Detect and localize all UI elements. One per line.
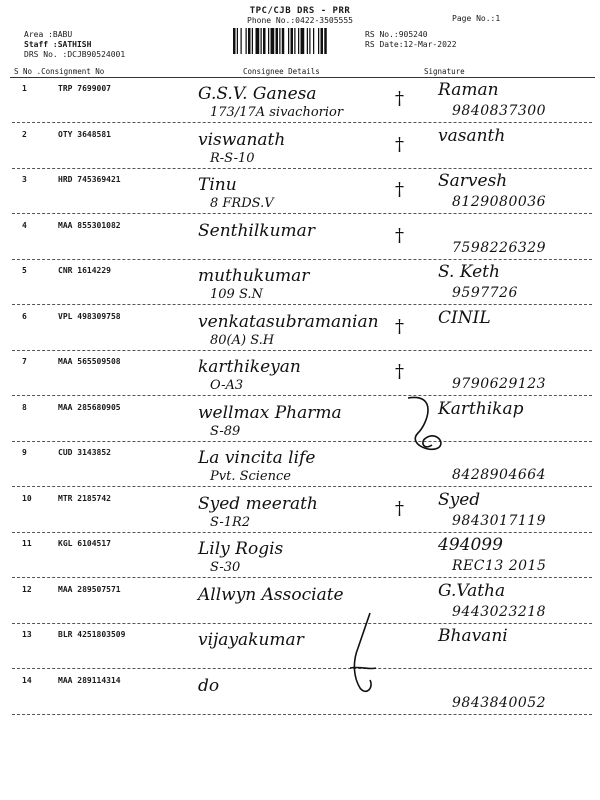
table-row: [0, 626, 600, 676]
handwritten-phone: 8129080036: [452, 194, 547, 210]
consignment-number: KGL 6104517: [58, 539, 111, 548]
column-header-consignee: Consignee Details: [243, 67, 320, 76]
handwritten-signature: Karthikap: [438, 398, 524, 419]
consignment-number: MAA 289507571: [58, 584, 121, 594]
header-divider: [10, 77, 595, 78]
table-row: [0, 171, 600, 221]
serial-number: 2: [22, 129, 27, 139]
row-divider: [12, 259, 592, 260]
row-divider: [12, 668, 592, 669]
handwritten-consignee-name: Senthilkumar: [198, 220, 315, 241]
serial-number: 9: [22, 448, 27, 457]
handwritten-consignee-name: venkatasubramanian: [198, 311, 379, 332]
handwritten-consignee-name: vijayakumar: [198, 630, 304, 650]
table-row: [0, 307, 600, 358]
serial-number: 11: [22, 539, 32, 548]
serial-number: 3: [22, 175, 27, 184]
row-divider: [12, 623, 592, 624]
column-header-signature: Signature: [424, 67, 465, 76]
consignment-number: MTR 2185742: [58, 493, 111, 503]
row-divider: [12, 304, 592, 305]
handwritten-address: S-1R2: [210, 514, 251, 530]
serial-number: 8: [22, 402, 27, 412]
serial-number: 6: [22, 311, 27, 321]
table-row: [0, 448, 600, 494]
handwritten-signature: vasanth: [438, 125, 506, 146]
handwritten-address: 8 FRDS.V: [210, 196, 274, 211]
handwritten-consignee-name: La vincita life: [198, 448, 316, 468]
consignment-number: TRP 7699007: [58, 84, 111, 93]
handwritten-consignee-name: karthikeyan: [198, 357, 301, 377]
check-mark-icon: †: [395, 497, 404, 519]
handwritten-phone: 9843017119: [452, 512, 547, 529]
table-row: [0, 262, 600, 312]
rs-number: RS No.:905240: [365, 30, 428, 39]
handwritten-address: 173/17A sivachorior: [210, 105, 344, 120]
document-title: TPC/CJB DRS - PRR: [249, 6, 351, 16]
row-divider: [12, 168, 592, 169]
serial-number: 4: [22, 220, 27, 230]
row-divider: [12, 486, 592, 487]
phone-number: Phone No.:0422-3505555: [247, 16, 353, 25]
handwritten-address: S-89: [210, 423, 241, 439]
consignment-number: VPL 498309758: [58, 311, 121, 321]
serial-number: 10: [22, 493, 32, 503]
check-mark-icon: †: [395, 133, 404, 155]
rs-date: RS Date:12-Mar-2022: [365, 40, 457, 49]
row-divider: [12, 532, 592, 533]
table-row: [0, 221, 600, 267]
handwritten-consignee-name: viswanath: [198, 129, 286, 150]
consignment-number: OTY 3648581: [58, 129, 111, 139]
table-row: [0, 80, 600, 130]
row-divider: [12, 395, 592, 396]
staff-label: Staff :SATHISH: [24, 40, 92, 49]
handwritten-signature: S. Keth: [438, 262, 500, 282]
consignment-number: CNR 1614229: [58, 266, 111, 275]
column-header-consignment: S No .Consignment No: [14, 67, 105, 76]
handwritten-consignee-name: Allwyn Associate: [198, 584, 344, 605]
handwritten-consignee-name: Tinu: [198, 175, 237, 195]
handwritten-consignee-name: G.S.V. Ganesa: [198, 84, 317, 104]
serial-number: 5: [22, 266, 27, 275]
handwritten-consignee-name: Syed meerath: [198, 493, 318, 514]
handwritten-consignee-name: wellmax Pharma: [198, 402, 342, 423]
handwritten-address: 109 S.N: [210, 287, 263, 302]
handwritten-signature: CINIL: [438, 307, 491, 328]
signature-scribble-icon: [398, 393, 448, 463]
handwritten-phone: 9843840052: [452, 694, 547, 711]
table-row: [0, 580, 600, 631]
table-row: [0, 535, 600, 585]
serial-number: 14: [22, 675, 32, 685]
handwritten-signature: G.Vatha: [438, 580, 506, 601]
handwritten-signature: Syed: [438, 489, 481, 510]
consignment-number: CUD 3143852: [58, 448, 111, 457]
row-divider: [12, 350, 592, 351]
check-mark-icon: †: [395, 224, 404, 246]
handwritten-signature: 494099: [438, 535, 503, 555]
check-mark-icon: †: [395, 179, 404, 200]
handwritten-address: S-30: [210, 560, 241, 575]
row-divider: [12, 714, 592, 715]
area-label: Area :BABU: [24, 30, 73, 39]
handwritten-address: O-A3: [210, 378, 244, 393]
table-row: [0, 125, 600, 176]
serial-number: 12: [22, 584, 32, 594]
handwritten-signature: Bhavani: [438, 626, 508, 646]
handwritten-phone: 8428904664: [452, 467, 547, 483]
check-mark-icon: †: [395, 361, 404, 382]
table-row: [0, 676, 600, 722]
row-divider: [12, 122, 592, 123]
handwritten-phone: 9597726: [452, 285, 518, 301]
handwritten-address: R-S-10: [210, 150, 255, 166]
handwritten-consignee-name: do: [198, 675, 220, 696]
table-row: [0, 357, 600, 403]
handwritten-consignee-name: muthukumar: [198, 266, 310, 286]
handwritten-address: 80(A) S.H: [210, 332, 275, 348]
serial-number: 13: [22, 630, 32, 639]
check-mark-icon: †: [395, 88, 404, 109]
table-row: [0, 489, 600, 540]
consignment-number: MAA 565509508: [58, 357, 121, 366]
handwritten-phone: 7598226329: [452, 239, 547, 256]
consignment-number: MAA 285680905: [58, 402, 121, 412]
handwritten-phone: 9443023218: [452, 603, 547, 620]
consignment-number: MAA 289114314: [58, 675, 121, 685]
handwritten-phone: REC13 2015: [452, 558, 547, 574]
handwritten-consignee-name: Lily Rogis: [198, 539, 284, 559]
signature-scribble-icon: [340, 608, 380, 698]
serial-number: 1: [22, 84, 27, 93]
handwritten-phone: 9840837300: [452, 103, 547, 119]
row-divider: [12, 213, 592, 214]
table-row: [0, 398, 600, 449]
consignment-number: MAA 855301082: [58, 220, 121, 230]
serial-number: 7: [22, 357, 27, 366]
check-mark-icon: †: [395, 315, 404, 337]
row-divider: [12, 441, 592, 442]
barcode-icon: [233, 28, 359, 54]
handwritten-phone: 9790629123: [452, 376, 547, 392]
handwritten-address: Pvt. Science: [210, 469, 291, 484]
page-number: Page No.:1: [452, 14, 501, 23]
handwritten-signature: Sarvesh: [438, 171, 508, 191]
drs-number: DRS No. :DCJB90524001: [24, 50, 126, 59]
row-divider: [12, 577, 592, 578]
consignment-number: BLR 4251803509: [58, 630, 126, 639]
handwritten-signature: Raman: [438, 80, 499, 100]
consignment-number: HRD 745369421: [58, 175, 121, 184]
